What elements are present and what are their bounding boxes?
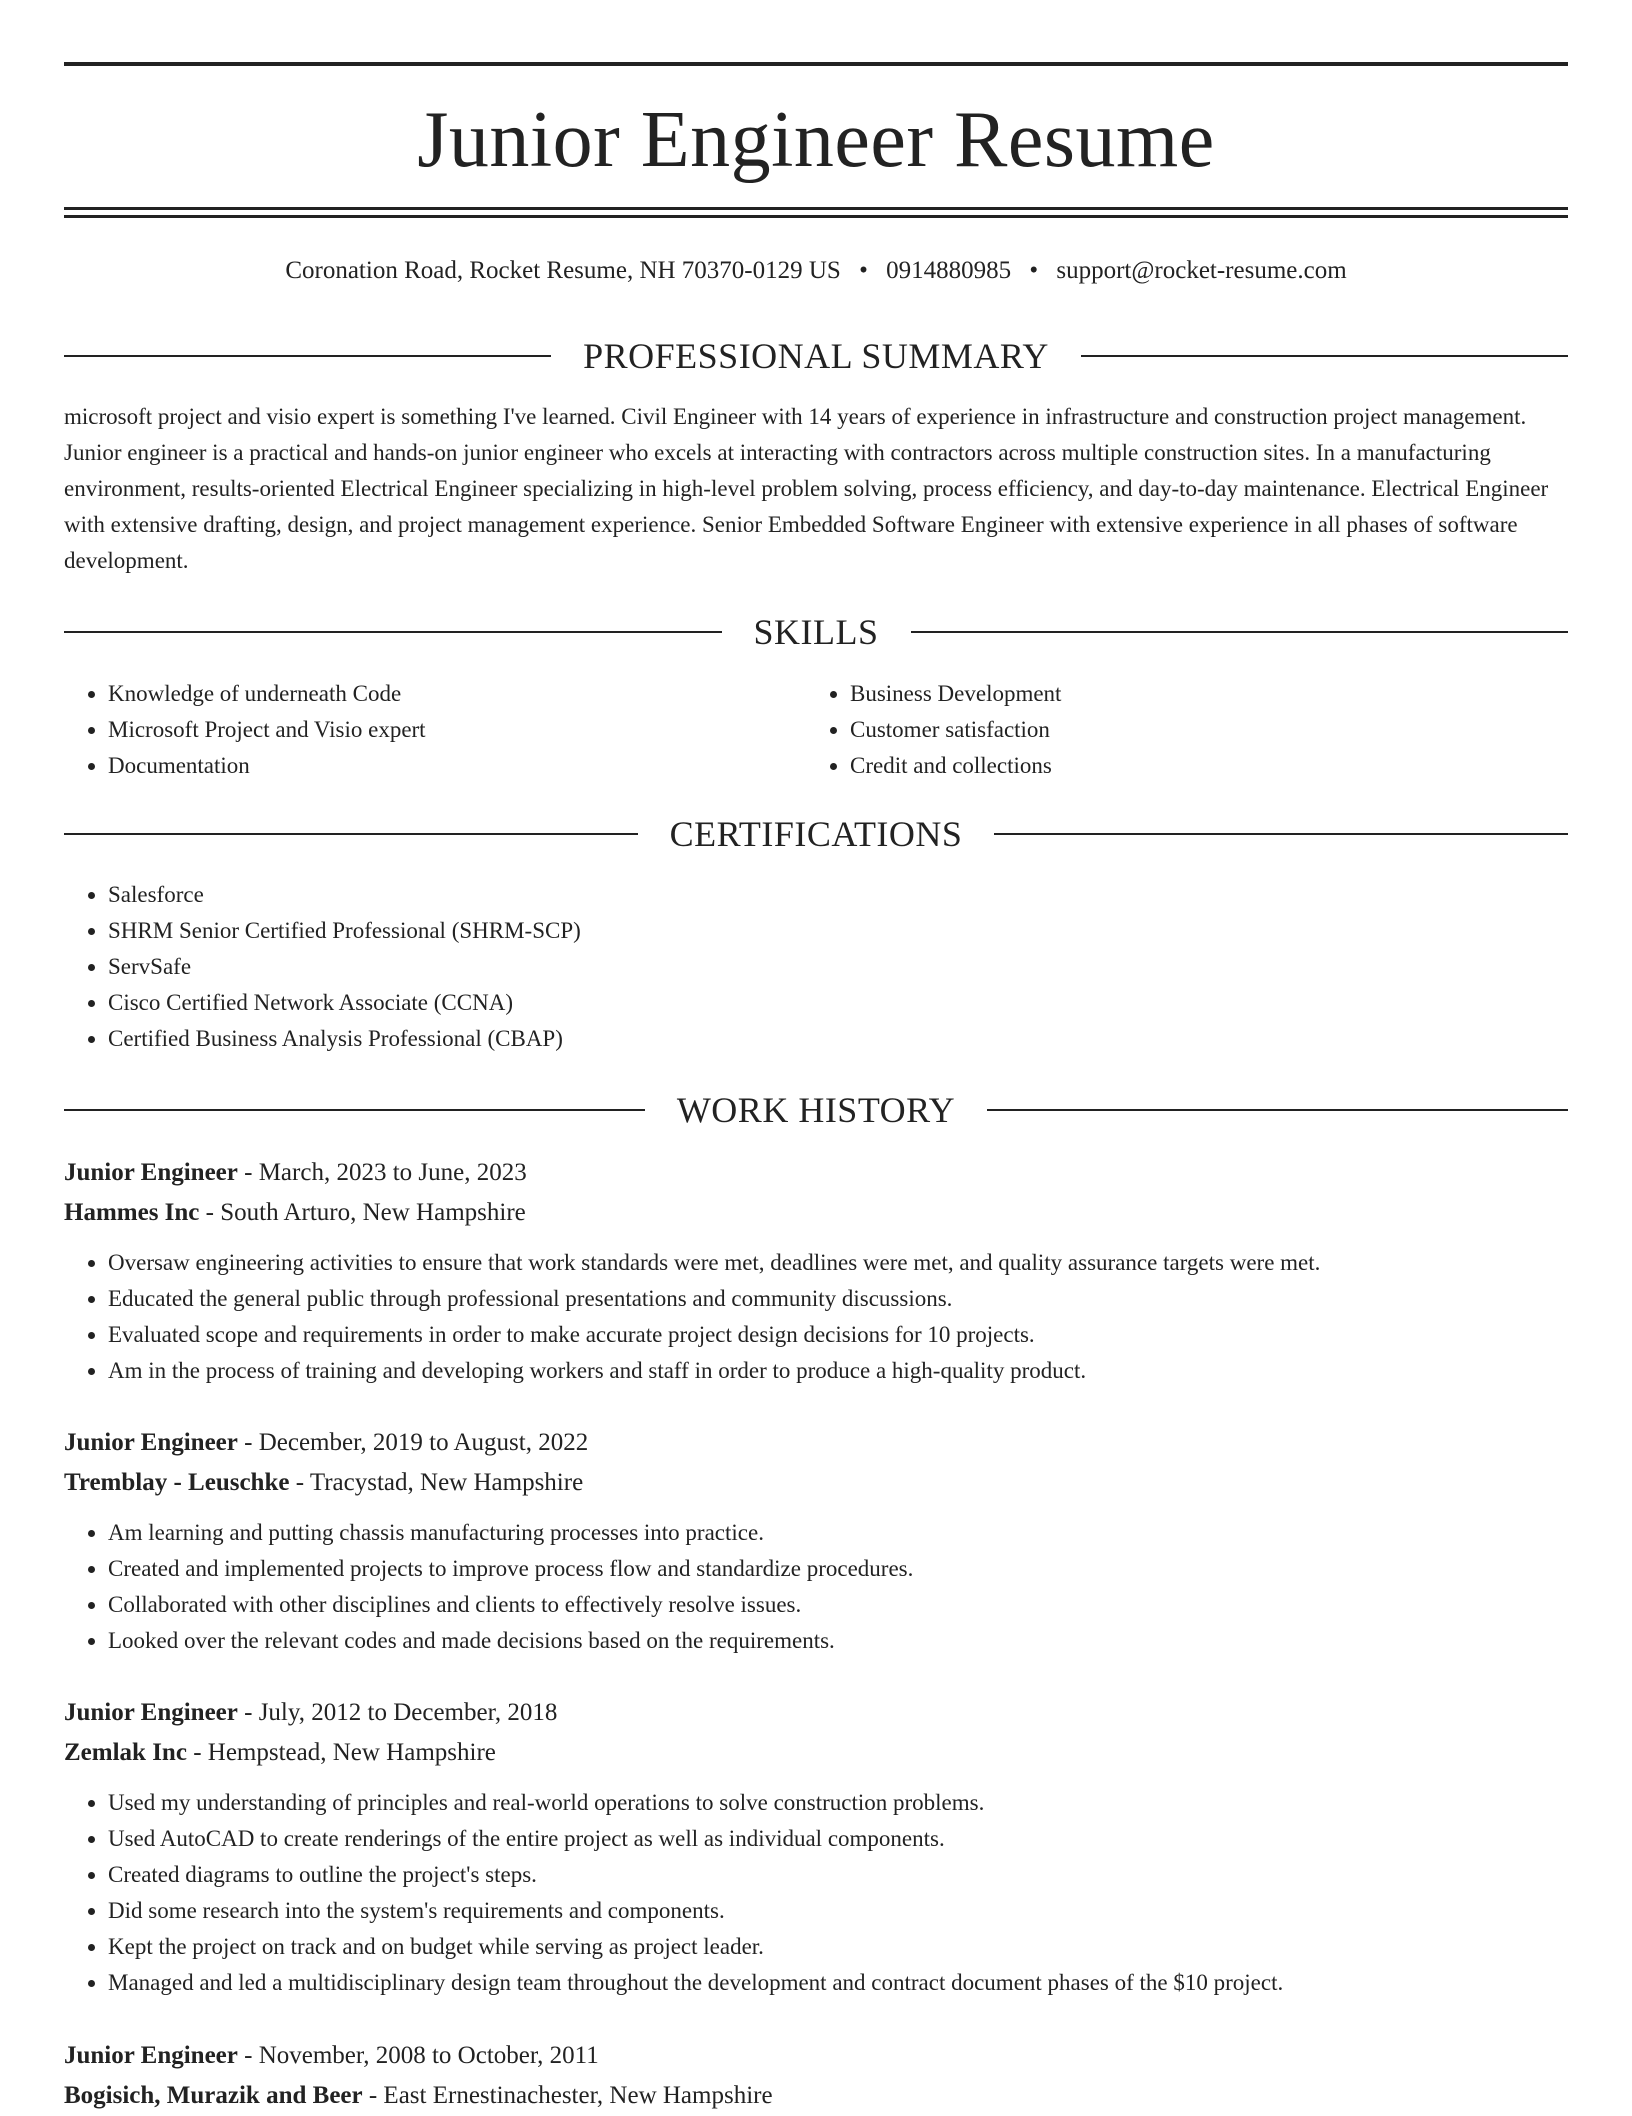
- contact-separator: •: [1029, 257, 1039, 284]
- list-item: • Am learning and putting chassis manufacturing processes into practice.: [108, 1515, 1568, 1551]
- job-duties-list: [64, 1245, 1568, 1389]
- job-title-line: [64, 2036, 1568, 2076]
- list-item: • Did some research into the system's requirements and components.: [108, 1893, 1568, 1929]
- job-title: Junior Engineer: [64, 1699, 238, 1726]
- list-item: • Looked over the relevant codes and made decisions based on the requirements.: [108, 1623, 1568, 1659]
- list-item: • Oversaw engineering activities to ensure that work standards were met, deadlines were met, and quality assurance targets were met.: [108, 1245, 1568, 1281]
- job-title-line: [64, 1693, 1568, 1733]
- list-item: • Documentation: [108, 748, 764, 784]
- title-rule-lower: [64, 215, 1568, 218]
- list-item: • Customer satisfaction: [850, 712, 1506, 748]
- job-entry: [64, 1423, 1568, 1659]
- job-dates: - December, 2019 to August, 2022: [244, 1429, 589, 1456]
- section-heading-skills: [64, 612, 1568, 652]
- job-dates: - March, 2023 to June, 2023: [244, 1159, 527, 1186]
- section-title: WORK HISTORY: [676, 1090, 956, 1130]
- skills-list-left: [64, 676, 764, 784]
- job-company-line: [64, 2076, 1568, 2116]
- job-entry: [64, 1693, 1568, 2001]
- section-heading-work-history: [64, 1090, 1568, 1130]
- job-duties-list: [64, 1515, 1568, 1659]
- list-item: • Used AutoCAD to create renderings of the entire project as well as individual components.: [108, 1821, 1568, 1857]
- list-item: • Cisco Certified Network Associate (CCNA): [108, 985, 1064, 1021]
- divider: [64, 355, 551, 357]
- job-location: - South Arturo, New Hampshire: [205, 1199, 526, 1226]
- job-company-line: [64, 1733, 1568, 1773]
- skills-column-left: [64, 676, 764, 784]
- contact-separator: •: [859, 257, 868, 284]
- certifications-list: [64, 877, 1064, 1057]
- list-item: • Microsoft Project and Visio expert: [108, 712, 764, 748]
- divider: [987, 1109, 1568, 1111]
- job-title: Junior Engineer: [64, 1429, 238, 1456]
- list-item: • ServSafe: [108, 949, 1064, 985]
- job-location: - East Ernestinachester, New Hampshire: [368, 2082, 773, 2109]
- list-item: • Certified Business Analysis Professional (CBAP): [108, 1021, 1064, 1057]
- job-location: - Hempstead, New Hampshire: [193, 1739, 496, 1766]
- job-company: Tremblay - Leuschke: [64, 1469, 290, 1496]
- list-item: • Salesforce: [108, 877, 1064, 913]
- contact-address: Coronation Road, Rocket Resume, NH 70370-0129 US: [285, 257, 841, 284]
- page-title: Junior Engineer Resume: [417, 96, 1215, 184]
- top-rule: [64, 62, 1568, 66]
- job-company: Hammes Inc: [64, 1199, 200, 1226]
- job-company-line: [64, 1193, 1568, 1233]
- job-location: - Tracystad, New Hampshire: [295, 1469, 584, 1496]
- contact-phone: 0914880985: [886, 257, 1012, 284]
- skills-list-right: [806, 676, 1506, 784]
- section-title: SKILLS: [753, 612, 879, 652]
- section-title: PROFESSIONAL SUMMARY: [583, 336, 1049, 376]
- section-heading-summary: [64, 336, 1568, 376]
- title-rule-upper: [64, 207, 1568, 210]
- list-item: • SHRM Senior Certified Professional (SHRM-SCP): [108, 913, 1064, 949]
- skills-column-right: [806, 676, 1506, 784]
- job-company: Zemlak Inc: [64, 1739, 187, 1766]
- divider: [64, 631, 722, 633]
- list-item: • Used my understanding of principles and real-world operations to solve construction problems.: [108, 1785, 1568, 1821]
- list-item: • Educated the general public through professional presentations and community discussions.: [108, 1281, 1568, 1317]
- job-title-line: [64, 1153, 1568, 1193]
- list-item: • Knowledge of underneath Code: [108, 676, 764, 712]
- job-company-line: [64, 1463, 1568, 1503]
- job-title: Junior Engineer: [64, 2042, 238, 2069]
- section-heading-certifications: [64, 814, 1568, 854]
- divider: [64, 833, 638, 835]
- divider: [911, 631, 1569, 633]
- list-item: • Managed and led a multidisciplinary design team throughout the development and contract document phases of the $10 project.: [108, 1965, 1568, 2001]
- list-item: • Business Development: [850, 676, 1506, 712]
- divider: [1081, 355, 1568, 357]
- job-entry: [64, 1153, 1568, 1389]
- job-dates: - July, 2012 to December, 2018: [244, 1699, 558, 1726]
- job-company: Bogisich, Murazik and Beer: [64, 2082, 363, 2109]
- certifications-block: [64, 877, 1064, 1057]
- divider: [64, 1109, 645, 1111]
- job-title-line: [64, 1423, 1568, 1463]
- list-item: • Collaborated with other disciplines and clients to effectively resolve issues.: [108, 1587, 1568, 1623]
- list-item: • Kept the project on track and on budget while serving as project leader.: [108, 1929, 1568, 1965]
- summary-text: microsoft project and visio expert is something I've learned. Civil Engineer with 14 years of experience in infrastructure and construction project management. Junior engineer is a practical and hands-on junior engineer who excels at interacting with contractors across multiple construction sites. In a manufacturing environment, results-oriented Electrical Engineer specializing in high-level problem solving, process efficiency, and day-to-day maintenance. Electrical Engineer with extensive drafting, design, and project management experience. Senior Embedded Software Engineer with extensive experience in all phases of software development.: [64, 404, 1549, 573]
- section-title: CERTIFICATIONS: [669, 814, 963, 854]
- list-item: • Evaluated scope and requirements in order to make accurate project design decisions for 10 projects.: [108, 1317, 1568, 1353]
- job-dates: - November, 2008 to October, 2011: [244, 2042, 599, 2069]
- list-item: • Created diagrams to outline the project's steps.: [108, 1857, 1568, 1893]
- job-duties-list: [64, 1785, 1568, 2001]
- divider: [994, 833, 1568, 835]
- contact-email: support@rocket-resume.com: [1056, 257, 1347, 284]
- list-item: • Am in the process of training and developing workers and staff in order to produce a high-quality product.: [108, 1353, 1568, 1389]
- job-title: Junior Engineer: [64, 1159, 238, 1186]
- contact-line: [64, 254, 1568, 288]
- list-item: • Created and implemented projects to improve process flow and standardize procedures.: [108, 1551, 1568, 1587]
- list-item: • Credit and collections: [850, 748, 1506, 784]
- job-entry: [64, 2036, 1568, 2116]
